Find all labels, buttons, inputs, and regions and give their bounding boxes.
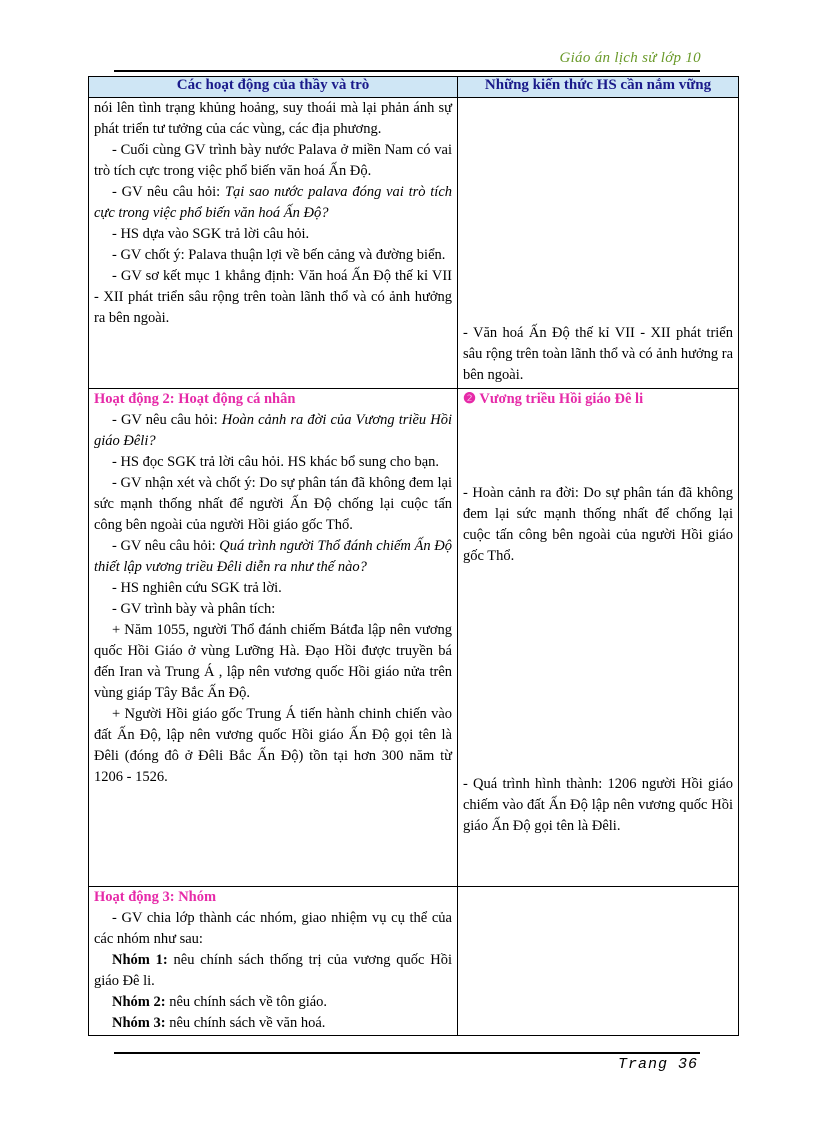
question-text: Quá trình người Thổ đánh chiếm Ấn Độ thiết lập vương triều Đêli diễn ra như thế nào? xyxy=(94,538,452,575)
paragraph: + Người Hồi giáo gốc Trung Á tiến hành chinh chiến vào đất Ấn Độ, lập nên vương quốc Hồi giáo Ấn Độ gọi tên là Đêli (đóng đô ở Đêli Bắc Ấn Độ) tồn tại hơn 300 năm từ 1206 - 1526. xyxy=(94,706,452,785)
group-text: nêu chính sách thống trị của vương quốc Hồi giáo Đê li. xyxy=(94,952,452,989)
question-prefix: - GV nêu câu hỏi: xyxy=(112,184,225,200)
row2-right-cell xyxy=(458,389,739,887)
question-text: Tại sao nước palava đóng vai trò tích cực trong việc phổ biến văn hoá Ấn Độ? xyxy=(94,184,452,221)
activity-3-heading: Hoạt động 3: Nhóm xyxy=(94,889,217,905)
paragraph: - GV chia lớp thành các nhóm, giao nhiệm vụ cụ thể của các nhóm như sau: xyxy=(94,910,452,947)
question-text: Hoàn cảnh ra đời của Vương triều Hồi giáo Đêli? xyxy=(94,412,452,449)
row1-left-cell xyxy=(89,98,458,389)
paragraph: - GV trình bày và phân tích: xyxy=(112,601,276,617)
paragraph: - Hoàn cảnh ra đời: Do sự phân tán đã không đem lại sức mạnh thống nhất để chống lại cuộc tấn công bên ngoài của người Hồi giáo gốc Thổ. xyxy=(463,485,733,564)
page-number: Trang 36 xyxy=(617,1056,698,1073)
group-text: nêu chính sách về tôn giáo. xyxy=(165,994,328,1010)
group-text: nêu chính sách về văn hoá. xyxy=(165,1015,326,1031)
table-row xyxy=(89,98,739,389)
group-3-task xyxy=(94,1013,452,1034)
paragraph: - Cuối cùng GV trình bày nước Palava ở miền Nam có vai trò tích cực trong việc phổ biến văn hoá Ấn Độ. xyxy=(94,142,452,179)
paragraph: - Văn hoá Ấn Độ thế kỉ VII - XII phát triển sâu rộng trên toàn lãnh thổ và có ảnh hưởng ra bên ngoài. xyxy=(463,325,734,383)
table-header-row xyxy=(89,77,739,98)
header-rule xyxy=(114,70,700,72)
question-prefix: - GV nêu câu hỏi: xyxy=(112,412,222,428)
footer-rule xyxy=(114,1052,700,1054)
activity-2-heading: Hoạt động 2: Hoạt động cá nhân xyxy=(94,391,296,407)
group-2-task xyxy=(94,992,452,1013)
paragraph xyxy=(94,182,452,224)
section-2-heading: ❷ Vương triều Hồi giáo Đê li xyxy=(463,391,644,407)
row3-left-cell xyxy=(89,887,458,1036)
lesson-table xyxy=(88,76,739,1036)
table-row xyxy=(89,389,739,887)
col-header-knowledge: Những kiến thức HS cần nắm vững xyxy=(458,77,739,98)
paragraph: nói lên tình trạng khủng hoảng, suy thoái mà lại phản ánh sự phát triển tư tưởng của các vùng, các địa phương. xyxy=(94,100,452,137)
paragraph: + Năm 1055, người Thổ đánh chiếm Bátđa lập nên vương quốc Hồi Giáo ở vùng Lưỡng Hà. Đạo Hồi được truyền bá đến Iran và Trung Á , lập nên vương quốc Hồi giáo nửa trên vùng giáp Tây Bắc Ấn Độ. xyxy=(94,622,452,701)
group-1-task xyxy=(94,950,452,992)
group-label: Nhóm 3: xyxy=(112,1015,166,1031)
paragraph: - GV nhận xét và chốt ý: Do sự phân tán đã không đem lại sức mạnh thống nhất để người Ấn Độ chống lại cuộc tấn công bên ngoài của người Hồi giáo gốc Thổ. xyxy=(94,475,452,533)
paragraph: - GV chốt ý: Palava thuận lợi về bến cảng và đường biển. xyxy=(112,247,446,263)
document-header-title: Giáo án lịch sử lớp 10 xyxy=(559,50,701,66)
col-header-activities: Các hoạt động của thầy và trò xyxy=(89,77,458,98)
paragraph: - HS đọc SGK trả lời câu hỏi. HS khác bổ sung cho bạn. xyxy=(112,454,440,470)
question-prefix: - GV nêu câu hỏi: xyxy=(112,538,220,554)
group-label: Nhóm 2: xyxy=(112,994,166,1010)
paragraph: - Quá trình hình thành: 1206 người Hồi giáo chiếm vào đất Ấn Độ lập nên vương quốc Hồi giáo Ấn Độ gọi tên là Đêli. xyxy=(463,776,733,834)
paragraph: - HS nghiên cứu SGK trả lời. xyxy=(112,580,282,596)
paragraph xyxy=(94,536,452,578)
group-label: Nhóm 1: xyxy=(112,952,168,968)
row3-right-cell xyxy=(458,887,739,1036)
table-row xyxy=(89,887,739,1036)
row2-left-cell xyxy=(89,389,458,887)
paragraph: - HS dựa vào SGK trả lời câu hỏi. xyxy=(112,226,310,242)
paragraph: - GV sơ kết mục 1 khẳng định: Văn hoá Ấn Độ thế kỉ VII - XII phát triển sâu rộng trên toàn lãnh thổ và có ảnh hưởng ra bên ngoài. xyxy=(94,268,452,326)
row1-right-cell xyxy=(458,98,739,389)
paragraph xyxy=(94,410,452,452)
